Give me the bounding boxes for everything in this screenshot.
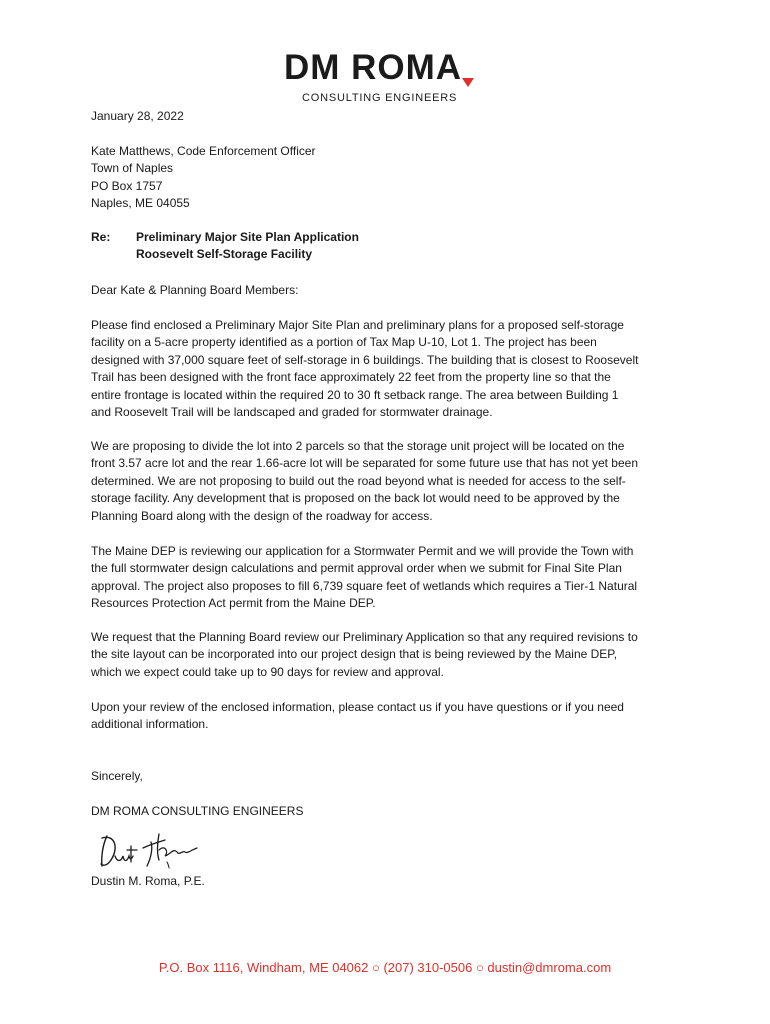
signer-name: Dustin M. Roma, P.E. (91, 874, 205, 888)
paragraph-line: approval. The project also proposes to fill 6,739 square feet of wetlands which requires a Tier-1 Natural (91, 578, 638, 593)
paragraph-line: We are proposing to divide the lot into 2 parcels so that the storage unit project will be located on the (91, 439, 625, 453)
subject-line: Roosevelt Self-Storage Facility (136, 247, 313, 261)
paragraph-line: We request that the Planning Board review our Preliminary Application so that any required revisions to (91, 630, 638, 644)
paragraph-line: additional information. (91, 717, 209, 732)
paragraph-line: Please find enclosed a Preliminary Major Site Plan and preliminary plans for a proposed self-storage (91, 318, 624, 332)
logo-triangle-icon (462, 78, 474, 88)
paragraph-line: Planning Board along with the design of the roadway for access. (91, 508, 433, 523)
body-paragraph (91, 543, 691, 613)
recipient-line: Kate Matthews, Code Enforcement Officer (91, 144, 316, 158)
body-paragraph (91, 629, 691, 681)
recipient-line: Town of Naples (91, 161, 174, 175)
paragraph-line: determined. We are not proposing to build out the road beyond what is needed for access to the self- (91, 473, 626, 488)
paragraph-line: front 3.57 acre lot and the rear 1.66-acre lot will be separated for some future use that has not yet been (91, 456, 638, 471)
salutation: Dear Kate & Planning Board Members: (91, 283, 299, 297)
paragraph-line: facility on a 5-acre property identified as a portion of Tax Map U-10, Lot 1. The project has been (91, 335, 597, 350)
recipient-line: PO Box 1757 (91, 179, 163, 193)
paragraph-line: designed with 37,000 square feet of self-storage in 6 buildings. The building that is closest to Roosevelt (91, 352, 639, 367)
body-paragraph (91, 438, 691, 525)
paragraph-line: the full stormwater design calculations and permit approval order when we submit for Final Site Plan (91, 561, 622, 576)
paragraph-line: Trail has been designed with the front face approximately 22 feet from the property line so that the (91, 370, 611, 385)
paragraph-line: the site layout can be incorporated into our project design that is being reviewed by the Maine DEP, (91, 647, 618, 662)
recipient-line: Naples, ME 04055 (91, 196, 190, 210)
footer-contact: P.O. Box 1116, Windham, ME 04062 ○ (207) 310-0506 ○ dustin@dmroma.com (158, 960, 612, 975)
company-logo-text: DM ROMA (284, 48, 463, 87)
paragraph-line: storage facility. Any development that is proposed on the back lot would need to be approved by the (91, 491, 620, 506)
letter-date: January 28, 2022 (91, 109, 184, 123)
handwritten-signature (93, 826, 208, 874)
paragraph-line: The Maine DEP is reviewing our application for a Stormwater Permit and we will provide the Town with (91, 544, 634, 558)
paragraph-line: which we expect could take up to 90 days for review and approval. (91, 664, 444, 679)
company-subtitle: CONSULTING ENGINEERS (302, 92, 458, 104)
signature-company: DM ROMA CONSULTING ENGINEERS (91, 804, 304, 818)
paragraph-line: Resources Protection Act permit from the Maine DEP. (91, 596, 376, 611)
body-paragraph (91, 317, 691, 421)
subject-line: Preliminary Major Site Plan Application (136, 230, 359, 244)
subject-label: Re: (91, 230, 111, 244)
paragraph-line: entire frontage is located within the required 20 to 30 ft setback range. The area between Building 1 (91, 387, 619, 402)
paragraph-line: and Roosevelt Trail will be landscaped and graded for stormwater drainage. (91, 405, 493, 420)
body-paragraph (91, 699, 691, 734)
letterhead (280, 46, 490, 108)
paragraph-line: Upon your review of the enclosed information, please contact us if you have questions or if you need (91, 700, 624, 714)
closing: Sincerely, (91, 769, 143, 783)
